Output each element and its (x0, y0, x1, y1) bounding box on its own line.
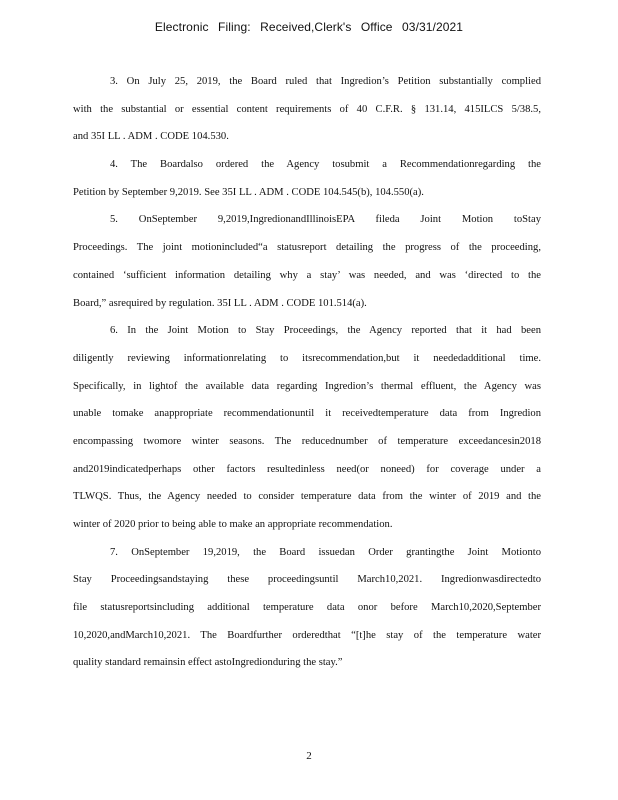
paragraph-5-line-1: 5. OnSeptember 9,2019,IngredionandIllinoisEPA fileda Joint Motion toStay (110, 214, 541, 226)
paragraph-6-line-4: unable tomake anappropriate recommendationuntil it receivedtemperature data from Ingredion (73, 408, 541, 420)
filing-header: Electronic Filing: Received,Clerk's Office 03/31/2021 (154, 20, 464, 34)
paragraph-6-line-1: 6. In the Joint Motion to Stay Proceedings, the Agency reported that it had been (110, 325, 541, 337)
paragraph-6-line-3: Specifically, in lightof the available data regarding Ingredion’s thermal effluent, the Agency was (73, 380, 541, 392)
paragraph-4-line-1: 4. The Boardalso ordered the Agency tosubmit a Recommendationregarding the (110, 159, 541, 171)
paragraph-3-line-1: 3. On July 25, 2019, the Board ruled that Ingredion’s Petition substantially complied (110, 76, 541, 87)
paragraph-7-line-4: 10,2020,andMarch10,2021. The Boardfurther orderedthat “[t]he stay of the temperature water (73, 629, 541, 641)
page-number: 2 (306, 750, 312, 762)
paragraph-6-line-8: winter of 2020 prior to being able to make an appropriate recommendation. (73, 519, 393, 530)
paragraph-7-line-1: 7. OnSeptember 19,2019, the Board issuedan Order grantingthe Joint Motionto (110, 546, 541, 558)
paragraph-6-line-6: and2019indicatedperhaps other factors resultedinless need(or noneed) for coverage under a (73, 463, 541, 475)
paragraph-7-line-3: file statusreportsincluding additional temperature data onor before March10,2020,September (73, 602, 541, 614)
paragraph-3-line-2: with the substantial or essential content requirements of 40 C.F.R. § 131.14, 415ILCS 5/38.5, (73, 103, 541, 115)
document-body (73, 68, 541, 677)
paragraph-5-line-3: contained ‘sufficient information detailing why a stay’ was needed, and was ‘directed to the (73, 269, 541, 281)
paragraph-7-line-2: Stay Proceedingsandstaying these proceedingsuntil March10,2021. Ingredionwasdirectedto (73, 574, 541, 586)
paragraph-5-line-2: Proceedings. The joint motionincluded“a statusreport detailing the progress of the proceeding, (73, 242, 541, 254)
paragraph-6-line-5: encompassing twomore winter seasons. The reducednumber of temperature exceedancesin2018 (73, 435, 541, 447)
paragraph-4-line-2: Petition by September 9,2019. See 35I LL . ADM . CODE 104.545(b), 104.550(a). (73, 186, 424, 198)
paragraph-6-line-2: diligently reviewing informationrelating to itsrecommendation,but it neededadditional time. (73, 352, 541, 364)
paragraph-7-line-5: quality standard remainsin effect astoIngredionduring the stay.” (73, 657, 343, 669)
paragraph-5-line-4: Board,” asrequired by regulation. 35I LL . ADM . CODE 101.514(a). (73, 297, 367, 309)
paragraph-3-line-3: and 35I LL . ADM . CODE 104.530. (73, 131, 229, 143)
paragraph-6-line-7: TLWQS. Thus, the Agency needed to consider temperature data from the winter of 2019 and the (73, 491, 541, 503)
